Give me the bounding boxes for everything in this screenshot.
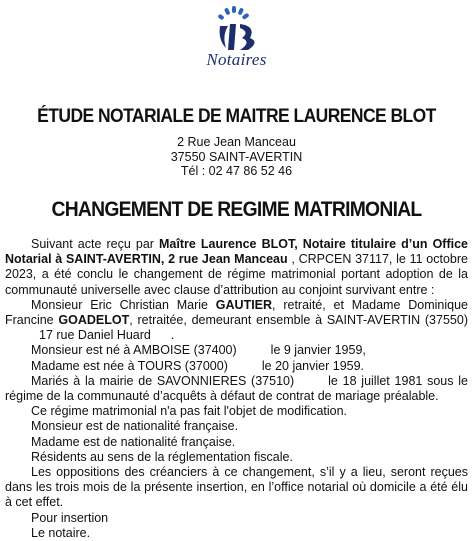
text: Monsieur est né à AMBOISE (37400)	[31, 343, 237, 358]
text: le 9 janvier 1959,	[270, 343, 366, 358]
notice-title: CHANGEMENT DE REGIME MATRIMONIAL	[51, 198, 422, 221]
paragraph-act	[5, 237, 468, 298]
line-regime: Ce régime matrimonial n'a pas fait l'objet de modification.	[31, 404, 348, 419]
notaires-logo-icon	[210, 6, 264, 52]
line-oppositions: Les oppositions des créanciers à ce changement, s’il y a lieu, seront reçues dans les trois mois de la présente insertion, en l’office notarial où domicile a été élu à cet effet.	[5, 465, 468, 510]
office-title: ÉTUDE NOTARIALE DE MAITRE LAURENCE BLOT	[37, 106, 436, 127]
text: Madame est née à TOURS (37000)	[31, 358, 228, 373]
text: , retraitée, demeurant ensemble à SAINT-AVERTIN (37550)	[129, 313, 468, 328]
paragraph-spouses	[5, 298, 468, 344]
office-address	[0, 135, 473, 179]
text: le 18 juillet 1981 sous le régime de la communauté d’acquêts à défaut de contrat de mariage préalable.	[5, 373, 468, 404]
line-insertion: Pour insertion	[31, 510, 109, 525]
text: .	[170, 328, 175, 343]
notaires-logo	[0, 6, 473, 70]
wife-surname: GOADELOT	[58, 313, 130, 328]
text: Mariés à la mairie de SAVONNIERES (37510)	[31, 373, 295, 388]
line-signature: Le notaire.	[31, 525, 91, 540]
marriage	[5, 374, 468, 404]
text: , retraité, et Madame Dominique Francine	[5, 297, 468, 328]
notice-body	[5, 237, 468, 541]
line-residence: Résidents au sens de la réglementation fiscale.	[31, 449, 293, 464]
address-city: 37550 SAINT-AVERTIN	[170, 149, 303, 164]
text: le 20 janvier 1959.	[261, 358, 365, 373]
text: Monsieur Eric Christian Marie	[31, 297, 216, 312]
text: Suivant acte reçu par	[31, 237, 160, 251]
logo-wordmark: Notaires	[206, 50, 267, 69]
line-nationality-wife: Madame est de nationalité française.	[31, 434, 236, 449]
line-nationality-husband: Monsieur est de nationalité française.	[31, 419, 239, 434]
text: 17 rue Daniel Huard	[39, 328, 151, 343]
birth-husband	[5, 343, 468, 358]
husband-surname: GAUTIER	[215, 297, 273, 312]
text: , CRPCEN 37117, le 11 octobre 2023, a été conclu le changement de régime matrimonial portant adoption de la communauté universelle avec clause d’attribution au conjoint survivant entre :	[5, 252, 468, 297]
birth-wife	[5, 359, 468, 374]
address-phone: Tél : 02 47 86 52 46	[180, 164, 293, 178]
notary-name: Maître Laurence BLOT, Notaire titulaire d’un Office Notarial à SAINT-AVERTIN, 2 rue Jean Manceau	[5, 237, 468, 267]
address-street: 2 Rue Jean Manceau	[177, 135, 296, 149]
